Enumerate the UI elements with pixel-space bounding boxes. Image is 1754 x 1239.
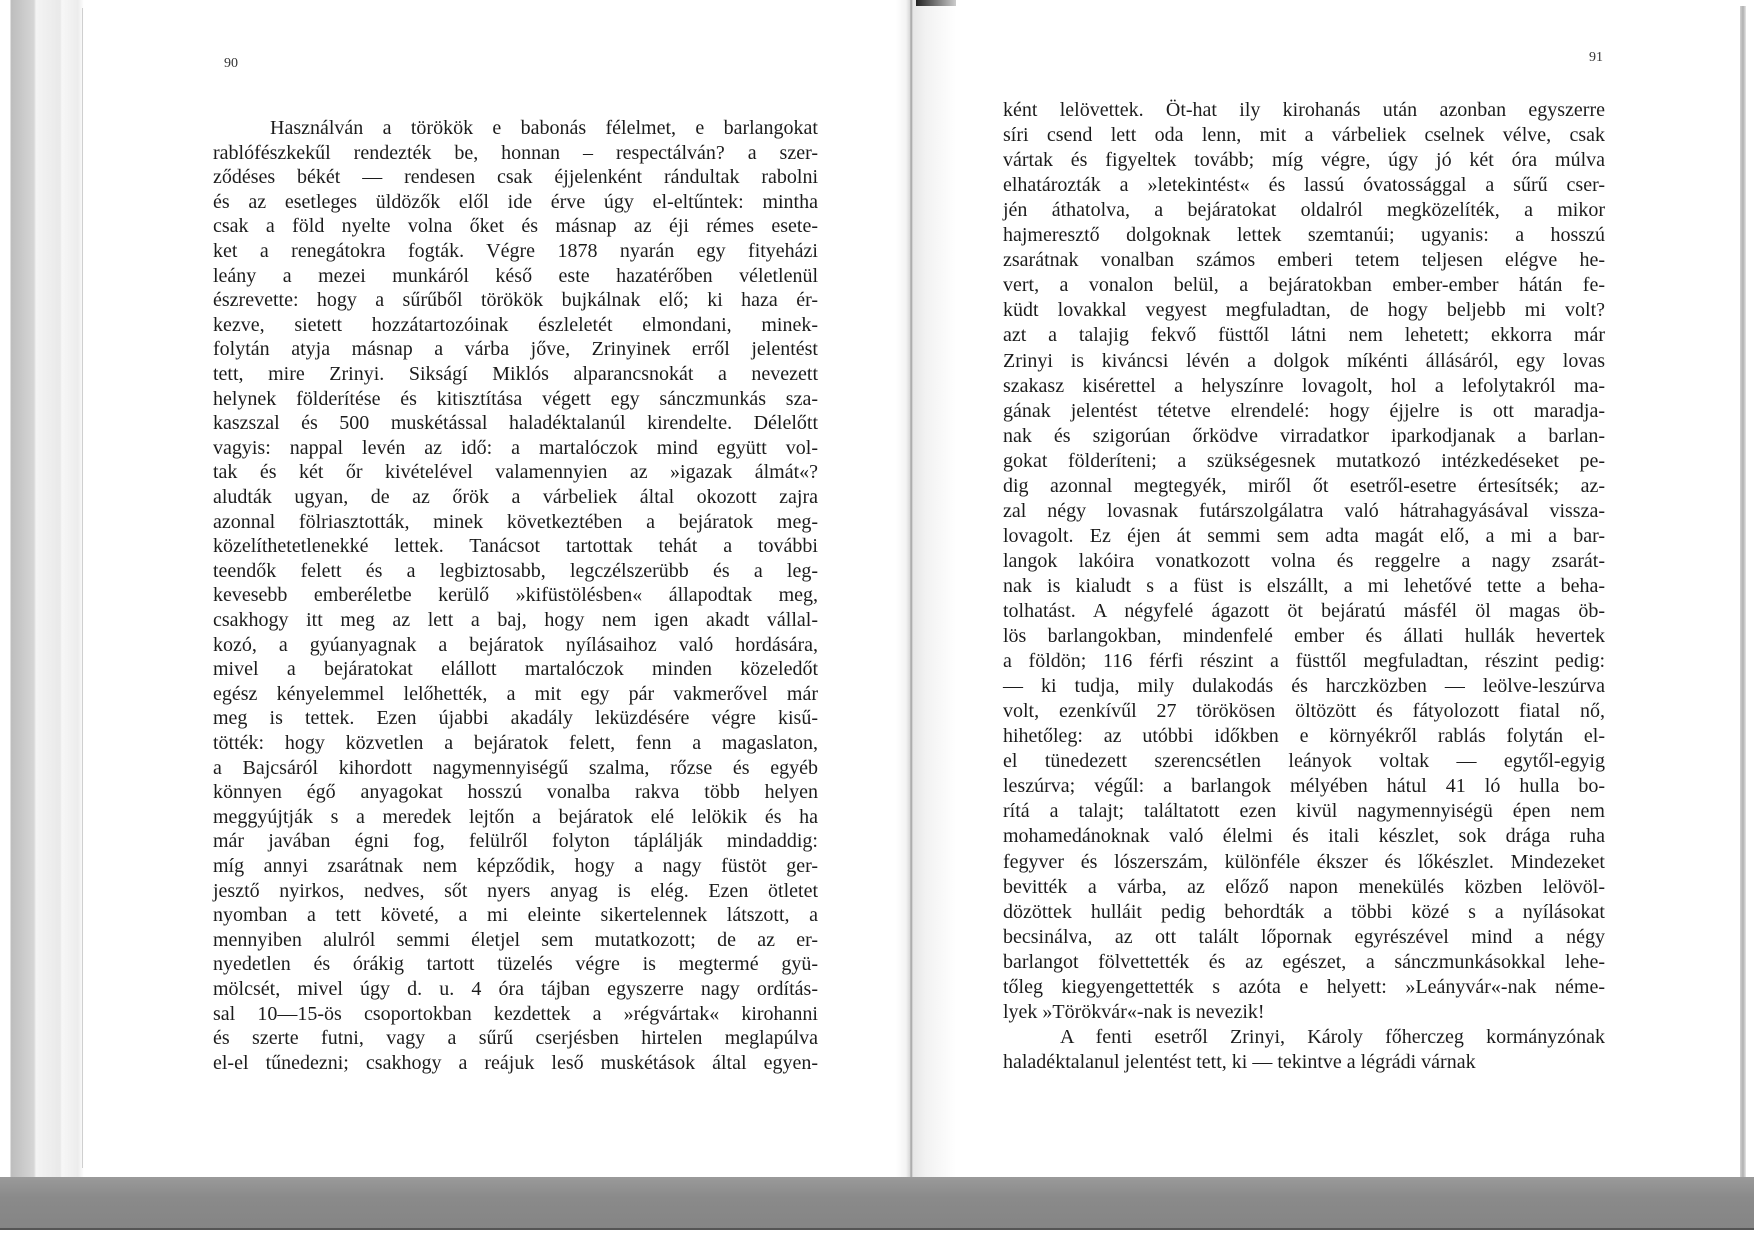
book-spine	[896, 0, 956, 1180]
text-line: tolhatást. A négyfelé ágazott öt bejáratú másfél öl magas öb-	[1003, 600, 1605, 622]
text-line: el tünedezett szerencsétlen leányok voltak — egytől-egyig	[1003, 750, 1605, 773]
text-line: rablófészkekűl rendezték be, honnan – respectálván? a szer-	[213, 141, 818, 164]
book-page-edges-left	[0, 0, 100, 1180]
text-line: barlangot fölvettették és az egészet, a sánczmunkásokkal lehe-	[1003, 950, 1605, 973]
text-line: meg is tettek. Ezen újabbi akadály leküzdésére végre kisű-	[213, 707, 818, 730]
text-line: meggyújtják s a meredek lejtőn a bejáratok elé lelökik és ha	[213, 805, 818, 828]
text-line: egész kényelemmel lelőhették, a mit egy pár vakmerővel már	[213, 682, 818, 705]
text-line: gokat földeríteni; a szükségesnek mutatkozó intézkedéseket pe-	[1003, 449, 1605, 472]
text-line: míg annyi zsarátnak nem képződik, hogy a nagy füstöt ger-	[213, 855, 818, 877]
text-line: A fenti esetről Zrinyi, Károly főherczeg kormányzónak	[1060, 1025, 1605, 1048]
text-line: ként lelövettek. Öt-hat ily kirohanás után azonban egyszerre	[1003, 99, 1605, 121]
text-line: vert, a vonalon belül, a bejáratokban ember-ember hátán fe-	[1003, 274, 1605, 297]
text-line: vártak és figyeltek tovább; míg végre, úgy jó két óra múlva	[1003, 149, 1605, 172]
text-line: kezve, sietett hozzátartozóinak észleletét elmondani, minek-	[213, 313, 818, 336]
text-line: folytán atyja másnap a várba jőve, Zrinyinek erről jelentést	[213, 338, 818, 361]
text-line: — ki tudja, mily dulakodás és harczközben — leölve-leszúrva	[1003, 675, 1605, 698]
text-line: a földön; 116 férfi részint a füsttől megfuladtan, részint pedig:	[1003, 650, 1605, 673]
text-line: ződéses békét — rendesen csak éjjelenként rándultak rabolni	[213, 166, 818, 189]
text-line: kozó, a gyúanyagnak a bejáratok nyílásaihoz való hordására,	[213, 633, 818, 656]
text-line: küdt lovakkal vegyest megfuladtan, de hogy beljebb mi volt?	[1003, 299, 1605, 322]
text-line: jén áthatolva, a bejáratokat oldalról megközelíték, a mikor	[1003, 199, 1605, 222]
text-line: dig azonnal megtegyék, miről őt esetről-esetre értesítsék; az-	[1003, 474, 1605, 497]
text-line: közelíthetetlenekké lettek. Tanácsot tartottak tehát a további	[213, 535, 818, 558]
text-line: mivel a bejáratokat elállott martalóczok minden közeledőt	[213, 658, 818, 681]
text-line: sal 10—15-ös csoportokban kezdettek a »régvártak« kirohanni	[213, 1002, 818, 1025]
text-line: nak is kialudt s a füst is elszállt, a mi lehetővé tette a beha-	[1003, 574, 1605, 597]
text-line: leány a mezei munkáról késő este hazatérőben véletlenül	[213, 264, 818, 287]
page-number-right: 91	[1589, 50, 1603, 65]
text-line: csakhogy itt meg az lett a baj, hogy nem igen akadt vállal-	[213, 609, 818, 631]
text-line: kaszszal és 500 muskétással haladéktalanúl kirendelte. Délelőtt	[213, 412, 818, 435]
text-line: lyek »Törökvár«-nak is nevezik!	[1003, 1000, 1265, 1023]
text-line: hajmeresztő dolgoknak lettek szemtanúi; ugyanis: a hosszú	[1003, 224, 1605, 247]
text-line: lös barlangokban, mindenfelé ember és állati hullák hevertek	[1003, 625, 1605, 648]
text-line: zal négy lovasnak futárszolgálatra való hátrahagyásával vissza-	[1003, 499, 1605, 522]
text-line: aludták ugyan, de az őrök a várbeliek által okozott zajra	[213, 486, 818, 508]
text-line: gának jelentést tétetve elrendelé: hogy éjjelre is ott maradja-	[1003, 399, 1605, 422]
spine-shadow	[916, 0, 956, 6]
text-line: rítá a talajt; találtatott ezen kivül nagymennyiségü épen nem	[1003, 800, 1605, 823]
text-line: azt a talajig fekvő füsttől látni nem lehetett; ekkorra már	[1003, 324, 1605, 347]
page-number-left: 90	[224, 56, 238, 71]
text-line: jesztő nyirkos, nedves, sőt nyers anyag is elég. Ezen ötletet	[213, 879, 818, 902]
text-line: már javában égni fog, felülről folyton táplálják mindaddig:	[213, 830, 818, 853]
text-line: tőleg kiegyengettették s azóta e helyett: »Leányvár«-nak néme-	[1003, 975, 1605, 998]
text-line: tak és két őr kivételével valamennyien az »igazak álmát«?	[213, 461, 818, 484]
text-line: mennyiben alulról semmi életjel sem mutatkozott; de az er-	[213, 928, 818, 951]
text-line: elhatározták a »letekintést« és lassú óvatossággal a sűrű cser-	[1003, 174, 1605, 197]
text-line: vagyis: nappal levén az idő: a martalóczok mind együtt vol-	[213, 436, 818, 459]
text-line: nyedetlen és órákig tartott tüzelés végre is megtermé gyü-	[213, 953, 818, 976]
text-line: és szerte futni, vagy a sűrű cserjésben hirtelen meglapúlva	[213, 1027, 818, 1050]
text-line: becsinálva, az ott talált lőpornak egyrészével mind a négy	[1003, 925, 1605, 948]
text-line: langok lakóira vonatkozott volna és reggelre a nagy zsarát-	[1003, 549, 1605, 572]
text-line: és az esetleges üldözők elől ide érve úgy el-eltűntek: mintha	[213, 190, 818, 213]
text-line: zsarátnak vonalban számos emberi tetem teljesen elégve he-	[1003, 249, 1605, 272]
text-line: azonnal fölriasztották, minek következtében a bejáratok meg-	[213, 510, 818, 533]
text-line: haladéktalanul jelentést tett, ki — tekintve a légrádi várnak	[1003, 1050, 1476, 1073]
text-line: Használván a törökök e babonás félelmet, e barlangokat	[270, 117, 818, 139]
text-line: kevesebb emberéletbe kerülő »kifüstölésben« állapodtak meg,	[213, 584, 818, 607]
text-line: teendők felett és a legbiztosabb, legczélszerübb és a leg-	[213, 559, 818, 582]
text-line: el-el tűnedezni; csakhogy a reájuk leső muskétások által egyen-	[213, 1051, 818, 1074]
text-line: tötték: hogy közvetlen a bejáratok felett, fenn a magaslaton,	[213, 732, 818, 754]
text-line: síri csend lett oda lenn, mit a várbeliek cselnek vélve, csak	[1003, 124, 1605, 147]
text-line: a Bajcsáról kihordott nagymennyiségű szalma, rőzse és egyéb	[213, 756, 818, 779]
text-line: hihetőleg: az utóbbi időkben e környékről rablás folytán el-	[1003, 725, 1605, 748]
text-line: lovagolt. Ez éjen át semmi sem adta magát elő, a mi a bar-	[1003, 524, 1605, 547]
text-line: mohamedánoknak való élelmi és itali készlet, sok drága ruha	[1003, 825, 1605, 848]
text-line: volt, ezenkívűl 27 törökösen öltözött és fátyolozott fiatal nő,	[1003, 700, 1605, 723]
text-line: fegyver és lószerszám, különféle ékszer és lőkészlet. Mindezeket	[1003, 850, 1605, 873]
text-line: észrevette: hogy a sűrűből törökök bujkálnak elő; ki haza ér-	[213, 289, 818, 312]
text-line: mölcsét, mivel úgy d. u. 4 óra tájban egyszerre nagy ordítás-	[213, 978, 818, 1000]
text-line: helynek földerítése és kitisztítása végett egy sánczmunkás sza-	[213, 387, 818, 410]
text-line: tett, mire Zrinyi. Sikságí Miklós alparancsnokát a nevezett	[213, 363, 818, 385]
text-line: csak a föld nyelte volna őket és másnap az éji rémes esete-	[213, 215, 818, 238]
text-line: nyomban a tett követé, a mi eleinte sikertelennek látszott, a	[213, 904, 818, 927]
text-line: Zrinyi is kiváncsi lévén a dolgok míkénti állásáról, egy lovas	[1003, 349, 1605, 372]
text-line: nak és szigorúan őrködve virradatkor iparkodjanak a barlan-	[1003, 424, 1605, 447]
text-line: szakasz kisérettel a helyszínre lovagolt, hol a lefolytakról ma-	[1003, 374, 1605, 397]
text-line: bevitték a várba, az előző napon menekülés közben lelövöl-	[1003, 875, 1605, 898]
text-line: könnyen égő anyagokat hosszú vonalba rakva több helyen	[213, 781, 818, 804]
book-page-edge-right	[1740, 6, 1746, 1178]
scanner-edge	[0, 1228, 1754, 1230]
text-line: leszúrva; végűl: a barlangok mélyében hátul 41 ló hulla bo-	[1003, 775, 1605, 798]
text-line: dözöttek hulláit pedig behordták a többi közé s a nyílásokat	[1003, 900, 1605, 923]
scanner-background	[0, 1177, 1754, 1229]
text-line: ket a renegátokra fogták. Végre 1878 nyarán egy fityeházi	[213, 240, 818, 262]
